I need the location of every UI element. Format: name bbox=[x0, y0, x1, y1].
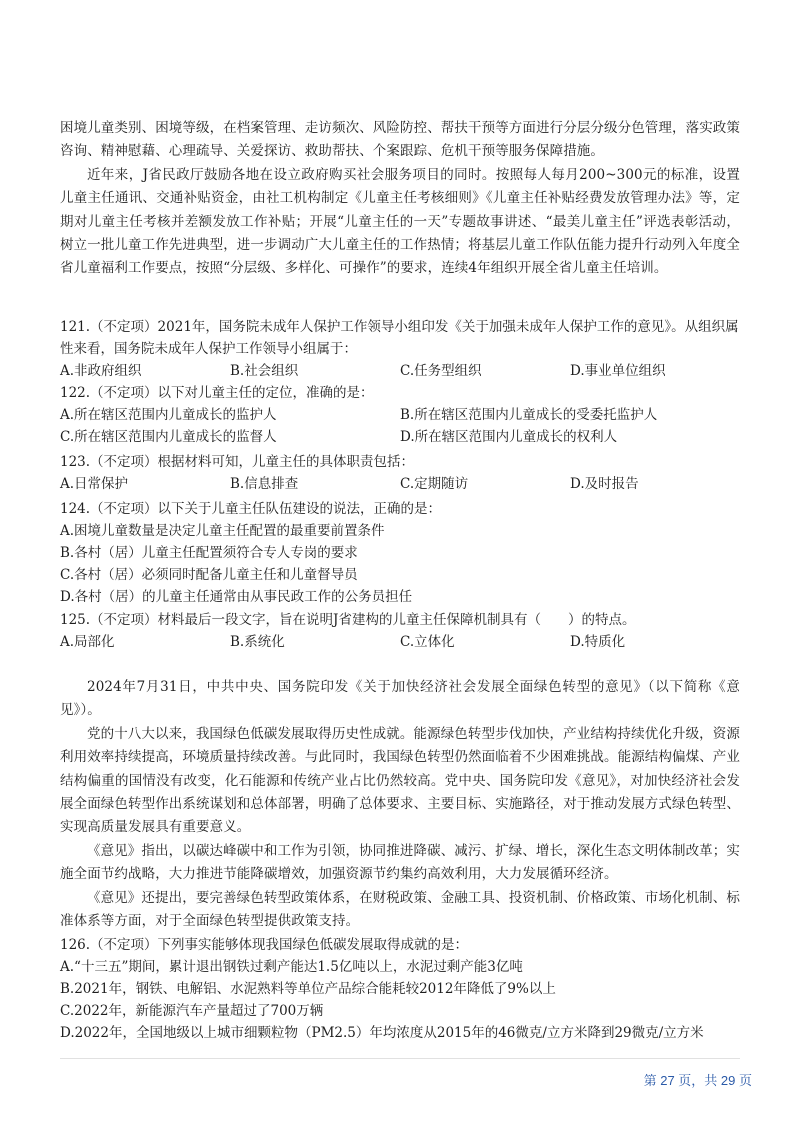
option-a[interactable]: A.所在辖区范围内儿童成长的监护人 bbox=[60, 407, 277, 423]
option-b[interactable]: B.社会组织 bbox=[230, 363, 299, 379]
option-a[interactable]: A.非政府组织 bbox=[60, 363, 142, 379]
option-c[interactable]: C.任务型组织 bbox=[400, 363, 482, 379]
option-b[interactable]: B.各村（居）儿童主任配置须符合专人专岗的要求 bbox=[60, 545, 358, 561]
question-124 bbox=[60, 498, 740, 608]
option-d[interactable]: D.事业单位组织 bbox=[570, 363, 666, 379]
material-paragraph: 《意见》还提出，要完善绿色转型政策体系，在财税政策、金融工具、投资机制、价格政策、市场化机制、标准体系等方面，对于全面绿色转型提供政策支持。 bbox=[60, 889, 740, 930]
material-passage-2 bbox=[60, 676, 740, 933]
option-b[interactable]: B.2021年，钢铁、电解铝、水泥熟料等单位产品综合能耗较2012年降低了9%以上 bbox=[60, 981, 556, 997]
option-a[interactable]: A.日常保护 bbox=[60, 476, 129, 492]
option-d[interactable]: D.2022年，全国地级以上城市细颗粒物（PM2.5）年均浓度从2015年的46微克/立方米降到29微克/立方米 bbox=[60, 1025, 704, 1041]
option-a[interactable]: A.“十三五”期间，累计退出钢铁过剩产能达1.5亿吨以上，水泥过剩产能3亿吨 bbox=[60, 959, 523, 975]
material-paragraph: 《意见》指出，以碳达峰碳中和工作为引领，协同推进降碳、减污、扩绿、增长，深化生态文明体制改革；实施全面节约战略，大力推进节能降碳增效，加强资源节约集约高效利用，大力发展循环经济。 bbox=[60, 842, 740, 883]
option-c[interactable]: C.2022年，新能源汽车产量超过了700万辆 bbox=[60, 1003, 324, 1019]
options-row bbox=[60, 360, 740, 382]
option-b[interactable]: B.系统化 bbox=[230, 634, 285, 650]
question-121 bbox=[60, 316, 740, 382]
option-c[interactable]: C.所在辖区范围内儿童成长的监督人 bbox=[60, 429, 277, 445]
material-paragraph: 困境儿童类别、困境等级，在档案管理、走访频次、风险防控、帮扶干预等方面进行分层分级分色管理，落实政策咨询、精神慰藉、心理疏导、关爱探访、救助帮扶、个案跟踪、危机干预等服务保障措施。 bbox=[60, 120, 740, 160]
option-c[interactable]: C.定期随访 bbox=[400, 476, 469, 492]
material-paragraph: 2024年7月31日，中共中央、国务院印发《关于加快经济社会发展全面绿色转型的意见》（以下简称《意见》）。 bbox=[60, 679, 740, 719]
question-stem: 124.（不定项）以下关于儿童主任队伍建设的说法，正确的是： bbox=[60, 501, 442, 517]
options-row bbox=[60, 404, 740, 426]
options-row bbox=[60, 426, 740, 448]
footer-divider bbox=[60, 1058, 740, 1059]
question-stem: 126.（不定项）下列事实能够体现我国绿色低碳发展取得成就的是： bbox=[60, 937, 469, 953]
options-row bbox=[60, 473, 740, 495]
question-123 bbox=[60, 451, 740, 495]
option-a[interactable]: A.困境儿童数量是决定儿童主任配置的最重要前置条件 bbox=[60, 523, 385, 539]
question-stem: 121.（不定项）2021年，国务院未成年人保护工作领导小组印发《关于加强未成年人保护工作的意见》。从组织属 bbox=[60, 319, 739, 335]
option-d[interactable]: D.各村（居）的儿童主任通常由从事民政工作的公务员担任 bbox=[60, 589, 413, 605]
option-b[interactable]: B.所在辖区范围内儿童成长的受委托监护人 bbox=[400, 407, 658, 423]
option-d[interactable]: D.及时报告 bbox=[570, 476, 639, 492]
option-d[interactable]: D.特质化 bbox=[570, 634, 626, 650]
question-stem: 122.（不定项）以下对儿童主任的定位，准确的是： bbox=[60, 385, 374, 401]
option-c[interactable]: C.立体化 bbox=[400, 634, 455, 650]
option-d[interactable]: D.所在辖区范围内儿童成长的权利人 bbox=[400, 429, 618, 445]
question-stem: 123.（不定项）根据材料可知，儿童主任的具体职责包括： bbox=[60, 454, 415, 470]
question-stem: 125.（不定项）材料最后一段文字，旨在说明J省建构的儿童主任保障机制具有（ ）的特点。 bbox=[60, 612, 636, 628]
question-122 bbox=[60, 382, 740, 448]
option-b[interactable]: B.信息排查 bbox=[230, 476, 299, 492]
page-number: 第 27 页，共 29 页 bbox=[643, 1073, 752, 1088]
options-row bbox=[60, 631, 740, 653]
option-c[interactable]: C.各村（居）必须同时配备儿童主任和儿童督导员 bbox=[60, 567, 358, 583]
question-125 bbox=[60, 609, 740, 653]
question-stem-continued: 性来看，国务院未成年人保护工作领导小组属于： bbox=[60, 341, 357, 357]
material-paragraph: 党的十八大以来，我国绿色低碳发展取得历史性成就。能源绿色转型步伐加快，产业结构持续优化升级，资源利用效率持续提高，环境质量持续改善。与此同时，我国绿色转型仍然面临着不少困难挑战。能源结构偏煤、产业结构偏重的国情没有改变，化石能源和传统产业占比仍然较高。党中央、国务院印发《意见》，对加快经济社会发展全面绿色转型作出系统谋划和总体部署，明确了总体要求、主要目标、实施路径，对于推动发展方式绿色转型、实现高质量发展具有重要意义。 bbox=[60, 725, 740, 836]
material-passage-1 bbox=[60, 117, 740, 281]
material-paragraph: 近年来，J省民政厅鼓励各地在设立政府购买社会服务项目的同时。按照每人每月200~300元的标准，设置儿童主任通讯、交通补贴资金，由社工机构制定《儿童主任考核细则》《儿童主任补贴经费发放管理办法》等，定期对儿童主任考核并差额发放工作补贴；开展“儿童主任的一天”专题故事讲述、“最美儿童主任”评选表彰活动，树立一批儿童工作先进典型，进一步调动广大儿童主任的工作热情；将基层儿童工作队伍能力提升行动列入年度全省儿童福利工作要点，按照“分层级、多样化、可操作”的要求，连续4年组织开展全省儿童主任培训。 bbox=[60, 166, 740, 277]
option-a[interactable]: A.局部化 bbox=[60, 634, 115, 650]
question-126 bbox=[60, 934, 740, 1044]
